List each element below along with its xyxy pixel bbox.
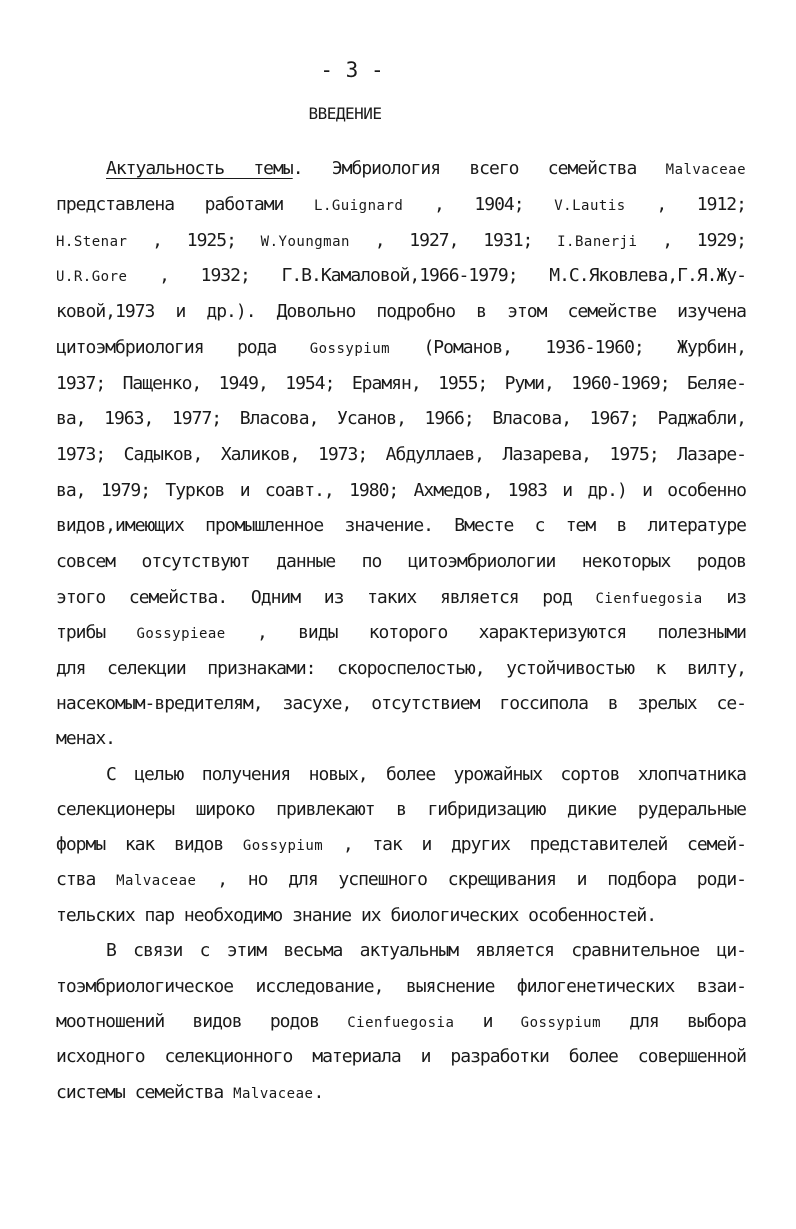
text-line: Актуальность темы. Эмбриология всего семейства Malvaceae <box>106 158 746 179</box>
text-line: селекционеры широко привлекают в гибридизацию дикие рудеральные <box>56 799 746 820</box>
text-line: менах. <box>56 728 116 749</box>
text-line: 1937; Пащенко, 1949, 1954; Ерамян, 1955; Руми, 1960-1969; Беляе- <box>56 373 746 394</box>
text-line: ва, 1979; Турков и соавт., 1980; Ахмедов, 1983 и др.) и особенно <box>56 480 746 501</box>
section-heading: ВВЕДЕНИЕ <box>308 104 382 123</box>
text-line: системы семейства Malvaceae. <box>56 1082 324 1103</box>
text-line: исходного селекционного материала и разработки более совершенной <box>56 1046 746 1067</box>
text-line: видов,имеющих промышленное значение. Вместе с тем в литературе <box>56 515 746 536</box>
text-line: 1973; Садыков, Халиков, 1973; Абдуллаев, Лазарева, 1975; Лазаре- <box>56 444 746 465</box>
text-line: насекомым-вредителям, засухе, отсутствием госсипола в зрелых се- <box>56 693 746 714</box>
text-line: ковой,1973 и др.). Довольно подробно в этом семействе изучена <box>56 301 746 322</box>
text-line: представлена работами L.Guignard , 1904; V.Lautis , 1912; <box>56 194 746 215</box>
text-line: С целью получения новых, более урожайных сортов хлопчатника <box>106 764 746 785</box>
text-line: ства Malvaceae , но для успешного скрещивания и подбора роди- <box>56 869 746 890</box>
page-number: - 3 - <box>320 58 384 82</box>
text-line: тельских пар необходимо знание их биологических особенностей. <box>56 905 657 926</box>
text-line: U.R.Gore , 1932; Г.В.Камаловой,1966-1979; М.С.Яковлева,Г.Я.Жу- <box>56 265 746 286</box>
text-line: H.Stenar , 1925; W.Youngman , 1927, 1931; I.Banerji , 1929; <box>56 230 746 251</box>
text-line: формы как видов Gossypium , так и других представителей семей- <box>56 834 747 855</box>
text-line: В связи с этим весьма актуальным является сравнительное ци- <box>106 940 746 961</box>
text-line: для селекции признаками: скороспелостью, устойчивостью к вилту, <box>56 658 746 679</box>
text-line: совсем отсутствуют данные по цитоэмбриологии некоторых родов <box>56 551 746 572</box>
text-line: тоэмбриологическое исследование, выяснение филогенетических взаи- <box>56 976 746 997</box>
text-line: трибы Gossypieae , виды которого характеризуются полезными <box>56 622 746 643</box>
text-line: моотношений видов родов Cienfuegosia и Gossypium для выбора <box>56 1011 746 1032</box>
text-line: этого семейства. Одним из таких является род Cienfuegosia из <box>56 587 746 608</box>
text-line: ва, 1963, 1977; Власова, Усанов, 1966; Власова, 1967; Раджабли, <box>56 408 746 429</box>
text-line: цитоэмбриология рода Gossypium (Романов, 1936-1960; Журбин, <box>56 337 747 358</box>
